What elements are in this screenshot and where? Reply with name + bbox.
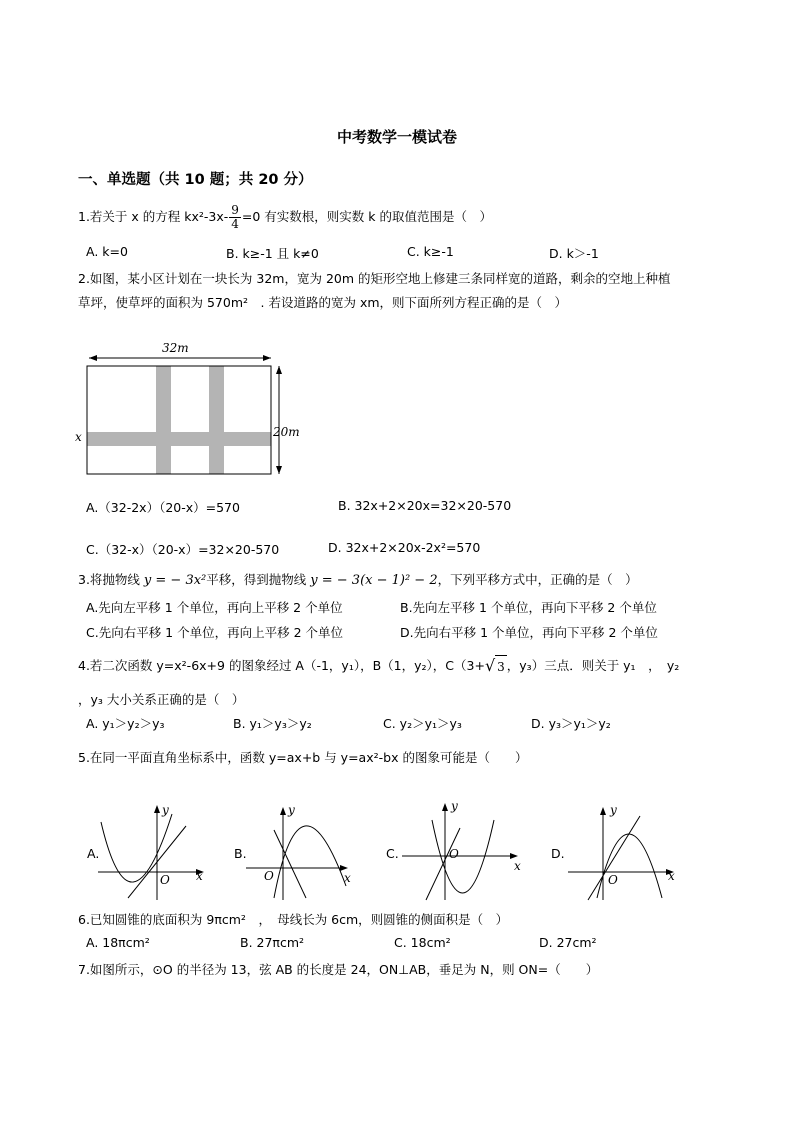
q3-option-b[interactable]: B.先向左平移 1 个单位，再向下平移 2 个单位 — [400, 600, 657, 615]
q1-option-d[interactable]: D. k＞-1 — [549, 246, 599, 261]
q1-frac-den: 4 — [231, 217, 239, 231]
q3-option-a[interactable]: A.先向左平移 1 个单位，再向上平移 2 个单位 — [86, 600, 343, 615]
line — [274, 830, 306, 898]
arrowhead — [276, 366, 282, 374]
x-label: x — [514, 859, 521, 873]
road-vertical-1 — [156, 366, 171, 474]
parabola — [274, 826, 346, 898]
q4-text-post: ，y₃）三点．则关于 y₁ ， y₂ — [506, 658, 680, 673]
q3-option-d[interactable]: D.先向右平移 1 个单位，再向下平移 2 个单位 — [400, 625, 658, 640]
line — [588, 816, 640, 900]
question-4 — [78, 655, 679, 678]
road-horizontal — [87, 432, 271, 446]
q5-option-a-label[interactable]: A. — [87, 846, 100, 861]
q4-option-a[interactable]: A. y₁＞y₂＞y₃ — [86, 716, 165, 731]
y-label: y — [451, 799, 458, 813]
q4-sqrt-radicand: 3 — [495, 655, 507, 678]
q6-option-c[interactable]: C. 18cm² — [394, 935, 451, 950]
q5-graph-c[interactable] — [400, 796, 524, 902]
origin-label: O — [449, 847, 459, 861]
q3-option-c[interactable]: C.先向右平移 1 个单位，再向上平移 2 个单位 — [86, 625, 344, 640]
q6-option-d[interactable]: D. 27cm² — [539, 935, 597, 950]
q2-line-1: 2.如图，某小区计划在一块长为 32m，宽为 20m 的矩形空地上修建三条同样宽的道路，剩余的空地上种植 — [78, 271, 671, 286]
q1-option-b[interactable]: B. k≥-1 且 k≠0 — [226, 246, 319, 261]
q5-option-b-label[interactable]: B. — [234, 846, 247, 861]
q4-option-d[interactable]: D. y₃＞y₁＞y₂ — [531, 716, 611, 731]
q3-text-post: ，下列平移方式中，正确的是（ ） — [437, 572, 638, 587]
q7-text: 7.如图所示，⊙O 的半径为 13，弦 AB 的长度是 24，ON⊥AB，垂足为 N，则 ON=（ ） — [78, 962, 599, 977]
q3-text-pre: 3.将抛物线 — [78, 572, 140, 587]
q4-sqrt: √ 3 — [485, 655, 507, 678]
q4-text-pre: 4.若二次函数 y=x²-6x+9 的图象经过 A（-1，y₁），B（1，y₂），C（3+ — [78, 658, 485, 673]
page-title: 中考数学一模试卷 — [336, 128, 457, 146]
y-label: y — [162, 803, 169, 817]
q5-text: 5.在同一平面直角坐标系中，函数 y=ax+b 与 y=ax²-bx 的图象可能是（ ） — [78, 750, 528, 765]
question-3 — [78, 570, 638, 588]
q6-option-b[interactable]: B. 27πcm² — [240, 935, 305, 950]
q4-line-2: ，y₃ 大小关系正确的是（ ） — [78, 692, 245, 707]
q5-option-c-label[interactable]: C. — [386, 846, 399, 861]
q2-option-b[interactable]: B. 32x+2×20x=32×20-570 — [338, 498, 512, 513]
origin-label: O — [608, 873, 618, 887]
q3-text-mid: 平移，得到抛物线 — [206, 572, 307, 587]
arrowhead — [89, 355, 97, 361]
origin-label: O — [160, 873, 170, 887]
q6-option-a[interactable]: A. 18πcm² — [86, 935, 150, 950]
label-32m: 32m — [162, 341, 189, 355]
y-label: y — [610, 803, 617, 817]
q6-text: 6.已知圆锥的底面积为 9πcm² ， 母线长为 6cm，则圆锥的侧面积是（ ） — [78, 912, 509, 927]
x-label: x — [668, 869, 675, 883]
q1-option-a[interactable]: A. k=0 — [86, 244, 128, 259]
q1-text-post: =0 有实数根，则实数 k 的取值范围是（ ） — [241, 209, 492, 224]
x-label: x — [196, 869, 203, 883]
arrowhead — [276, 466, 282, 474]
arrowhead — [263, 355, 271, 361]
section-heading: 一、单选题（共 10 题；共 20 分） — [78, 172, 313, 188]
origin-label: O — [264, 869, 274, 883]
y-label: y — [288, 803, 295, 817]
q5-graph-a[interactable] — [96, 800, 212, 902]
q2-option-c[interactable]: C.（32-x）（20-x）=32×20-570 — [86, 542, 280, 557]
q2-line-2: 草坪，使草坪的面积为 570m² . 若设道路的宽为 xm，则下面所列方程正确的是（ ） — [78, 295, 568, 310]
q1-frac-num: 9 — [231, 203, 239, 217]
y-axis-arrow — [154, 805, 160, 813]
y-axis-arrow — [280, 807, 286, 815]
question-1 — [78, 203, 492, 231]
y-axis-arrow — [600, 807, 606, 815]
q5-graph-b[interactable] — [244, 800, 360, 902]
q2-option-d[interactable]: D. 32x+2×20x-2x²=570 — [328, 540, 481, 555]
q1-text-pre: 1.若关于 x 的方程 kx²-3x- — [78, 209, 229, 224]
q1-option-c[interactable]: C. k≥-1 — [407, 244, 454, 259]
q5-graph-d[interactable] — [566, 800, 684, 902]
q1-fraction — [229, 204, 241, 231]
label-x: x — [75, 430, 82, 444]
parabola — [597, 834, 662, 898]
q5-option-d-label[interactable]: D. — [551, 846, 565, 861]
q3-expression-original: y = − 3x² — [143, 573, 207, 588]
field-rectangle — [87, 366, 271, 474]
q4-option-c[interactable]: C. y₂＞y₁＞y₃ — [383, 716, 462, 731]
label-20m: 20m — [273, 425, 300, 439]
q3-expression-target: y = − 3(x − 1)² − 2 — [310, 573, 438, 588]
x-label: x — [344, 871, 351, 885]
q2-road-figure — [72, 338, 312, 483]
road-vertical-2 — [209, 366, 224, 474]
y-axis-arrow — [442, 803, 448, 811]
q4-option-b[interactable]: B. y₁＞y₃＞y₂ — [233, 716, 312, 731]
q2-option-a[interactable]: A.（32-2x）（20-x）=570 — [86, 500, 240, 515]
